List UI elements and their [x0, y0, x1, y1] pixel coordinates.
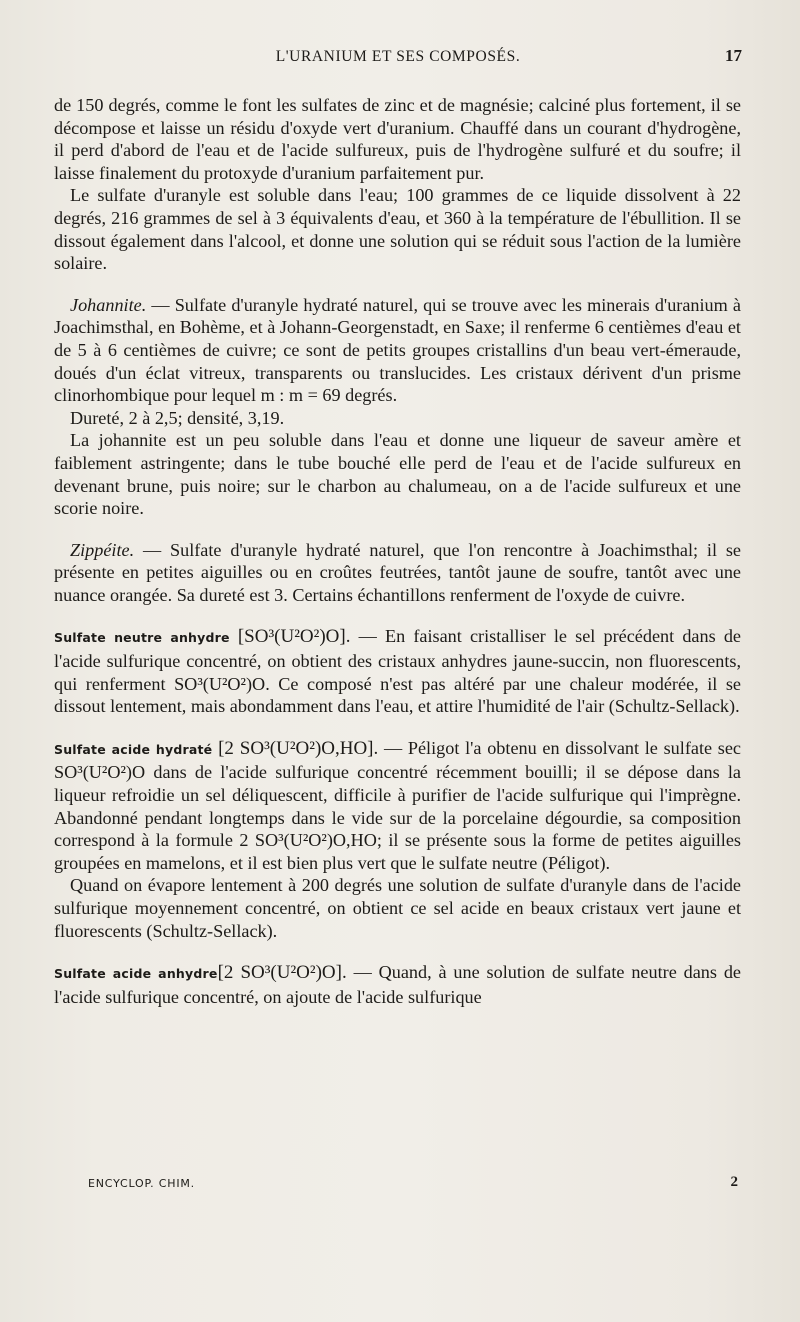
page-body [54, 94, 741, 1008]
chemical-formula: [2 SO³(U²O²)O]. [217, 962, 347, 984]
paragraph: de 150 degrés, comme le font les sulfates de zinc et de magnésie; calciné plus fortement, il se décompose et laisse un résidu d'oxyde vert d'uranium. Chauffé dans un courant d'hydrogène, il perd d'abord de l'eau et de l'acide sulfureux, puis de l'hydrogène sulfuré et du soufre; il laisse finalement du protoxyde d'uranium parfaitement pur. [54, 95, 741, 183]
paragraph-text: — En faisant cristalliser le sel précédent dans de l'acide sulfurique concentré, on obtient des cristaux anhydres jaune-succin, non fluorescents, qui renferment SO³(U²O²)O. Ce composé n'est pas altéré par une chaleur modérée, il se dissout lentement, mais abondamment dans l'eau, et attire l'humidité de l'air (Schultz-Sellack). [54, 626, 741, 717]
paragraph: La johannite est un peu soluble dans l'eau et donne une liqueur de saveur amère et faiblement astringente; dans le tube bouché elle perd de l'eau et de l'acide sulfureux en devenant brune, puis noire; sur le charbon au chalumeau, on a de l'acide sulfureux et une scorie noire. [54, 430, 741, 519]
section-title: Johannite. [70, 294, 147, 315]
section-title: Sulfate acide hydraté [54, 741, 213, 757]
section-title: Sulfate neutre anhydre [54, 630, 230, 646]
paragraph: Dureté, 2 à 2,5; densité, 3,19. [70, 407, 285, 428]
paragraph: Quand on évapore lentement à 200 degrés une solution de sulfate d'uranyle dans de l'acide sulfurique moyennement concentré, on obtient ce sel acide en beaux cristaux vert jaune et fluorescents (Schultz-Sellack). [54, 875, 741, 941]
signature-mark: ENCYCLOP. CHIM. [88, 1177, 195, 1190]
chemical-formula: [2 SO³(U²O²)O,HO]. [218, 737, 379, 759]
page-footer [88, 1174, 740, 1197]
paragraph-sulfate-acide-hydrate [54, 737, 741, 875]
running-head: L'URANIUM ET SES COMPOSÉS. [275, 48, 521, 65]
page-number: 17 [725, 46, 742, 65]
chemical-formula: [SO³(U²O²)O]. [237, 626, 351, 648]
paragraph-text: — Sulfate d'uranyle hydraté naturel, que l'on rencontre à Joachimsthal; il se présente en petites aiguilles ou en croûtes feutrées, tantôt jaune de soufre, tantôt avec une nuance orangée. Sa dureté est 3. Certains échantillons renferment de l'oxyde de cuivre. [54, 539, 741, 605]
section-title: Zippéite. [70, 539, 135, 560]
paragraph-zippeite [54, 539, 741, 607]
paragraph-johannite [54, 294, 741, 407]
paragraph-sulfate-neutre-anhydre [54, 625, 741, 717]
paragraph: Le sulfate d'uranyle est soluble dans l'eau; 100 grammes de ce liquide dissolvent à 22 degrés, 216 grammes de sel à 3 équivalents d'eau, et 360 à la température de l'ébullition. Il se dissout également dans l'alcool, et donne une solution qui se réduit sous l'action de la lumière solaire. [54, 185, 741, 274]
paragraph-text: — Sulfate d'uranyle hydraté naturel, qui se trouve avec les minerais d'uranium à Joachimsthal, en Bohème, et à Johann-Georgenstadt, en Saxe; il renferme 6 centièmes d'eau et de 5 à 6 centièmes de cuivre; ce sont de petits groupes cristallins d'un beau vert-émeraude, doués d'un éclat vitreux, transparents ou translucides. Les cristaux dérivent d'un prisme clinorhombique pour lequel m : m = 69 degrés. [54, 294, 741, 406]
paragraph-text: — Péligot l'a obtenu en dissolvant le sulfate sec SO³(U²O²)O dans de l'acide sulfurique concentré récemment bouilli; il se dépose dans la liqueur refroidie un sel déliquescent, difficile à purifier de l'acide sulfurique qui l'imprègne. Abandonné pendant longtemps dans le vide sur de la porcelaine dégourdie, sa composition correspond à la formule 2 SO³(U²O²)O,HO; il se présente sous la forme de petites aiguilles groupées en mamelons, et il est bien plus vert que le sulfate neutre (Péligot). [54, 737, 741, 873]
section-title: Sulfate acide anhydre [54, 966, 218, 982]
paragraph-text: — Quand, à une solution de sulfate neutre dans de l'acide sulfurique concentré, on ajoute de l'acide sulfurique [54, 962, 741, 1007]
sheet-number: 2 [730, 1174, 738, 1190]
page-header [54, 46, 742, 70]
paragraph-sulfate-acide-anhydre [54, 961, 741, 1008]
